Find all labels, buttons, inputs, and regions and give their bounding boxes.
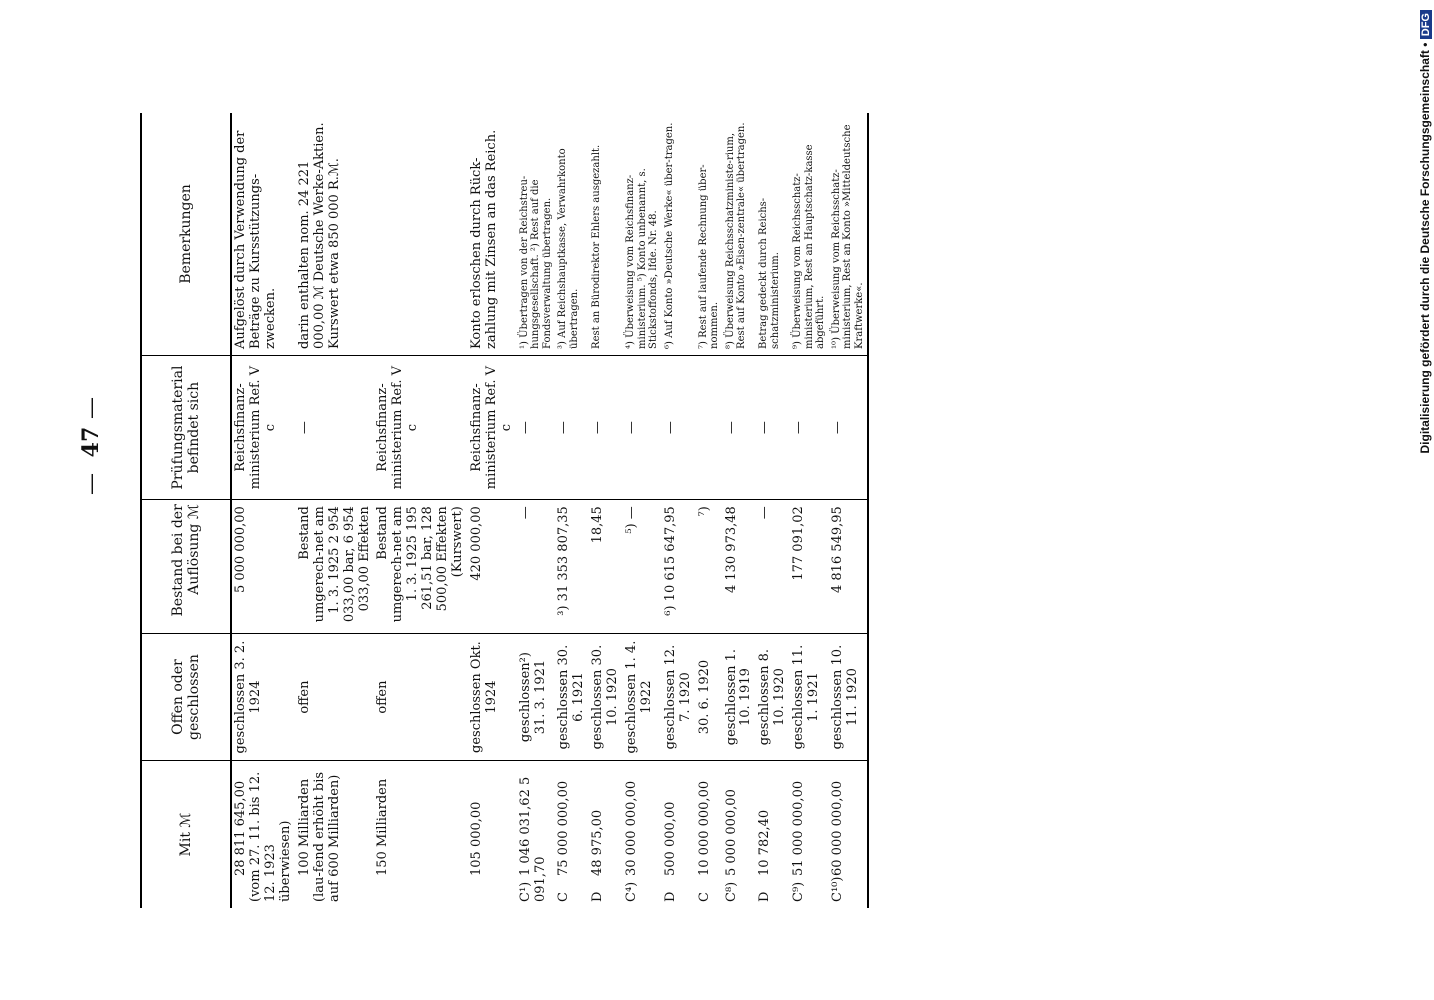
cell-amount bbox=[468, 761, 517, 908]
table-row bbox=[555, 113, 589, 908]
amount-value: 500 000,00 bbox=[662, 801, 678, 876]
cell-open: geschlossen 3. 2. 1924 bbox=[231, 634, 296, 761]
amount-value: 10 000 000,00 bbox=[696, 780, 712, 876]
cell-remarks: ⁷) Rest auf laufende Rechnung über-nommen. bbox=[697, 164, 720, 349]
table-row bbox=[756, 113, 790, 908]
cell-location: — bbox=[555, 355, 589, 499]
cell-open: geschlossen 10. 11. 1920 bbox=[829, 634, 869, 761]
header-stock: Bestand bei der Auflösung ℳ bbox=[141, 500, 231, 634]
row-mark: C¹⁰) bbox=[829, 876, 845, 902]
amount-value: 100 Milliarden (lau-fend erhöht bis auf 600 Milliarden) bbox=[296, 771, 342, 902]
page-number-value: 47 bbox=[78, 426, 104, 458]
amount-value: 28 811 645,00 (vom 27. 11. bis 12. 12. 1923 überwiesen) bbox=[233, 771, 293, 902]
cell-remarks: ³) Auf Reichshauptkasse, Verwahrkonto übertragen. bbox=[557, 148, 580, 349]
cell-open: geschlossen 30. 10. 1920 bbox=[589, 634, 623, 761]
cell-open: offen bbox=[296, 634, 375, 761]
row-mark: C bbox=[556, 892, 572, 902]
cell-location: — bbox=[662, 355, 696, 499]
table-body bbox=[231, 113, 868, 908]
cell-amount bbox=[589, 761, 623, 908]
amount-value: 48 975,00 bbox=[590, 809, 606, 876]
digitization-note bbox=[1418, 10, 1432, 1000]
cell-open: geschlossen 1. 10. 1919 bbox=[723, 634, 757, 761]
table-row bbox=[517, 113, 556, 908]
rotated-table bbox=[140, 113, 1280, 908]
cell-remarks: ¹) Übertragen von der Reichstreu-hungsgesellschaft. ²) Rest auf die Fondsverwaltung übertragen. bbox=[518, 175, 553, 349]
amount-value: 1 046 031,62 5 091,70 bbox=[517, 776, 548, 902]
cell-location bbox=[696, 355, 723, 499]
cell-stock: 420 000,00 bbox=[468, 500, 517, 634]
row-mark: D bbox=[590, 891, 606, 902]
cell-location: — bbox=[829, 355, 869, 499]
amount-value: 105 000,00 bbox=[469, 801, 485, 876]
cell-open: geschlossen 30. 6. 1921 bbox=[555, 634, 589, 761]
cell-open: geschlossen Okt. 1924 bbox=[468, 634, 517, 761]
cell-location: — bbox=[296, 355, 375, 499]
header-remarks: Bemerkungen bbox=[141, 113, 231, 355]
cell-amount bbox=[374, 761, 468, 908]
page-number bbox=[78, 389, 104, 495]
cell-open: 30. 6. 1920 bbox=[696, 634, 723, 761]
table-row bbox=[296, 113, 375, 908]
table-row bbox=[662, 113, 696, 908]
cell-remarks bbox=[374, 113, 468, 355]
cell-stock: 5 000 000,00 bbox=[231, 500, 296, 634]
cell-amount bbox=[723, 761, 757, 908]
cell-remarks: ⁸) Überweisung Reichsschatzministe-rium, Rest auf Konto »Eisen-zentrale« übertragen. bbox=[724, 122, 747, 349]
cell-remarks: Aufgelöst durch Verwendung der Beträge zu Kursstützungs-zwecken. bbox=[233, 130, 278, 349]
cell-open: geschlossen 11. 1. 1921 bbox=[790, 634, 829, 761]
cell-stock: 18,45 bbox=[589, 500, 623, 634]
cell-location: — bbox=[623, 355, 662, 499]
cell-amount bbox=[555, 761, 589, 908]
cell-stock: ⁶) 10 615 647,95 bbox=[662, 500, 696, 634]
cell-amount bbox=[756, 761, 790, 908]
amount-value: 150 Milliarden bbox=[375, 778, 391, 876]
cell-open: geschlossen 12. 7. 1920 bbox=[662, 634, 696, 761]
table-row bbox=[374, 113, 468, 908]
cell-remarks: ⁹) Überweisung vom Reichsschatz-ministerium, Rest an Hauptschatz-kasse abgeführt. bbox=[792, 144, 827, 349]
row-mark: D bbox=[662, 891, 678, 902]
header-location: Prüfungsmaterial befindet sich bbox=[141, 355, 231, 499]
row-mark: C⁸) bbox=[723, 881, 739, 902]
page-dash-left: — bbox=[79, 465, 104, 495]
cell-open: geschlossen 1. 4. 1922 bbox=[623, 634, 662, 761]
digitization-note-text: Digitalisierung gefördert durch die Deutsche Forschungsgemeinschaft • bbox=[1418, 42, 1432, 454]
row-mark: D bbox=[757, 891, 773, 902]
cell-location: — bbox=[589, 355, 623, 499]
table-row bbox=[589, 113, 623, 908]
cell-stock: Bestand umgerech-net am 1. 3. 1925 195 261,51 bar, 128 500,00 Effekten (Kurswert) bbox=[374, 500, 468, 634]
amount-value: 5 000 000,00 bbox=[723, 789, 739, 876]
cell-open: geschlossen 8. 10. 1920 bbox=[756, 634, 790, 761]
amount-value: 51 000 000,00 bbox=[791, 780, 807, 876]
cell-location: Reichsfinanz-ministerium Ref. V c bbox=[231, 355, 296, 499]
header-open: Offen oder geschlossen bbox=[141, 634, 231, 761]
cell-open: offen bbox=[374, 634, 468, 761]
cell-amount bbox=[517, 761, 556, 908]
cell-amount bbox=[662, 761, 696, 908]
cell-open: geschlossen²) 31. 3. 1921 bbox=[517, 634, 556, 761]
table-row bbox=[829, 113, 869, 908]
cell-amount bbox=[696, 761, 723, 908]
cell-amount bbox=[296, 761, 375, 908]
cell-location: — bbox=[790, 355, 829, 499]
cell-stock: Bestand umgerech-net am 1. 3. 1925 2 954 033,00 bar, 6 954 033,00 Effekten bbox=[296, 500, 375, 634]
cell-stock: ³) 31 353 807,35 bbox=[555, 500, 589, 634]
page-dash-right: — bbox=[79, 389, 104, 420]
dfg-logo: DFG bbox=[1420, 10, 1432, 39]
cell-remarks: Rest an Bürodirektor Ehlers ausgezahlt. bbox=[591, 144, 603, 349]
cell-remarks: Konto erloschen durch Rück-zahlung mit Zinsen an das Reich. bbox=[469, 129, 499, 349]
amount-value: 75 000 000,00 bbox=[556, 780, 572, 876]
cell-stock: — bbox=[517, 500, 556, 634]
cell-remarks: Betrag gedeckt durch Reichs-schatzministerium. bbox=[758, 197, 781, 349]
cell-amount bbox=[829, 761, 869, 908]
header-amount: Mit ℳ bbox=[141, 761, 231, 908]
cell-remarks: darin enthalten nom. 24 221 000,00 ℳ Deutsche Werke-Aktien. Kurswert etwa 850 000 R.ℳ. bbox=[296, 122, 342, 349]
table-row bbox=[723, 113, 757, 908]
row-mark: C bbox=[696, 892, 712, 902]
cell-location: Reichsfinanz-ministerium Ref. V c bbox=[374, 355, 468, 499]
cell-location: Reichsfinanz-ministerium Ref. V c bbox=[468, 355, 517, 499]
cell-location: — bbox=[723, 355, 757, 499]
row-mark: C¹) bbox=[517, 881, 533, 902]
cell-amount bbox=[231, 761, 296, 908]
cell-stock: ⁵) — bbox=[623, 500, 662, 634]
cell-stock: 4 816 549,95 bbox=[829, 500, 869, 634]
table-row bbox=[790, 113, 829, 908]
amount-value: 30 000 000,00 bbox=[624, 780, 640, 876]
cell-stock: 4 130 973,48 bbox=[723, 500, 757, 634]
cell-amount bbox=[623, 761, 662, 908]
cell-stock: ⁷) bbox=[696, 500, 723, 634]
cell-remarks: ⁴) Überweisung vom Reichsfinanz-ministerium. ⁵) Konto unbenannt, s. Stickstoffonds, lfde. Nr. 48. bbox=[625, 168, 660, 349]
table-row bbox=[696, 113, 723, 908]
row-mark: C⁴) bbox=[624, 881, 640, 902]
amount-value: 10 782,40 bbox=[757, 809, 773, 876]
table-row bbox=[231, 113, 296, 908]
table-header-row bbox=[141, 113, 231, 908]
cell-amount bbox=[790, 761, 829, 908]
cell-remarks: ¹⁰) Überweisung vom Reichsschatz-ministerium, Rest an Konto »Mitteldeutsche Kraftwerke«. bbox=[830, 124, 865, 349]
cell-location: — bbox=[517, 355, 556, 499]
cell-stock: 177 091,02 bbox=[790, 500, 829, 634]
accounts-table bbox=[140, 113, 869, 908]
cell-stock: — bbox=[756, 500, 790, 634]
row-mark: C⁹) bbox=[791, 881, 807, 902]
amount-value: 60 000 000,00 bbox=[829, 780, 845, 876]
table-row bbox=[623, 113, 662, 908]
cell-remarks: ⁶) Auf Konto »Deutsche Werke« über-tragen. bbox=[663, 122, 675, 349]
cell-location: — bbox=[756, 355, 790, 499]
table-row bbox=[468, 113, 517, 908]
